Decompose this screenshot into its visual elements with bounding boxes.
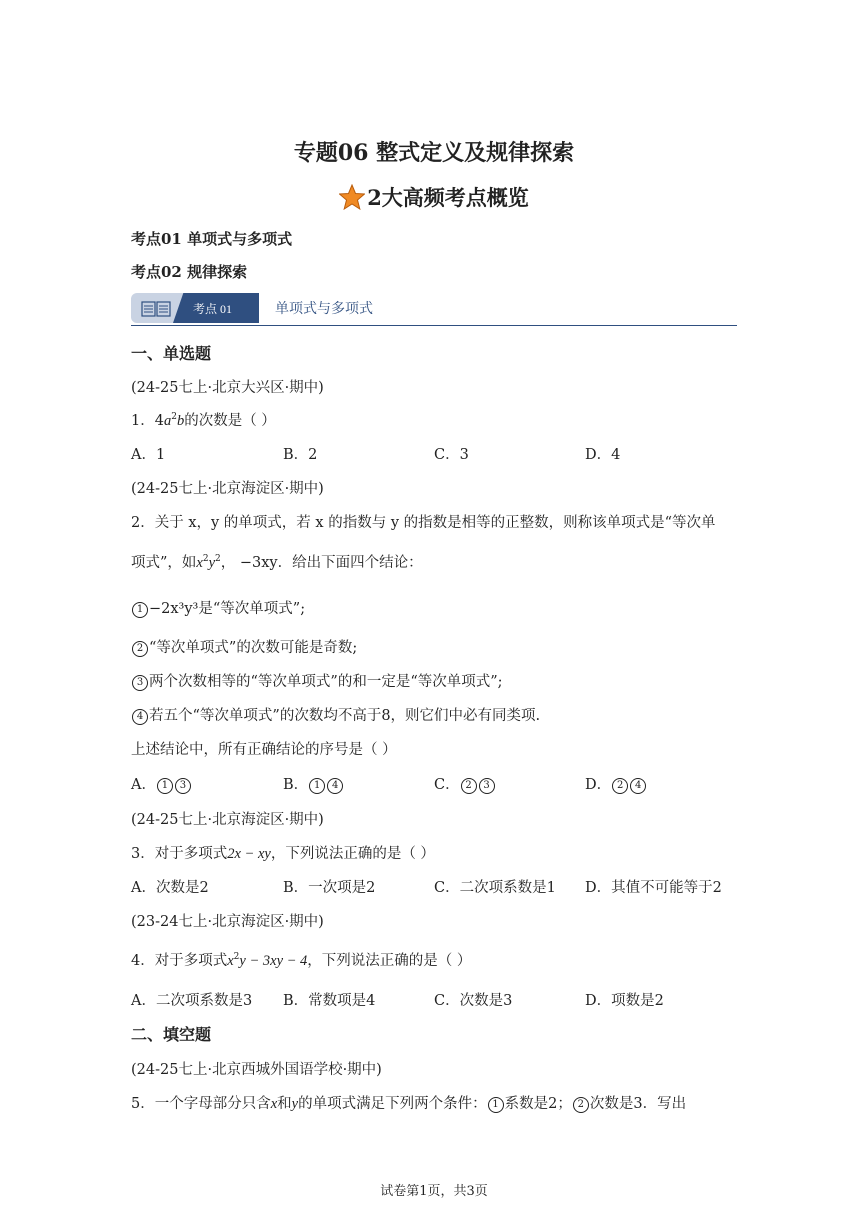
q3-option-a[interactable]: A．次数是2: [131, 880, 209, 896]
kaodian-01: 考点01 单项式与多项式: [131, 230, 293, 248]
q2-option-d[interactable]: D． 2 4: [585, 773, 647, 794]
section-banner: [131, 293, 737, 326]
q4-option-d[interactable]: D．项数是2: [585, 993, 664, 1009]
banner-text: 单项式与多项式: [275, 301, 373, 317]
q2-option-a[interactable]: A． 1 3: [131, 773, 192, 794]
q2-statement-1: 1 −2x³y³是“等次单项式”;: [131, 597, 305, 618]
q1-option-a[interactable]: A．1: [131, 447, 166, 463]
q2-statement-2: 2 “等次单项式”的次数可能是奇数;: [131, 636, 357, 657]
q4-stem: 4．对于多项式$x^2y - 3xy - 4$，下列说法正确的是（ ）: [131, 952, 472, 969]
page-title: 专题06 整式定义及规律探索: [293, 140, 575, 166]
q5-source: (24-25七上·北京西城外国语学校·期中): [131, 1062, 382, 1078]
q4-source: (23-24七上·北京海淀区·期中): [131, 914, 324, 930]
page-footer: 试卷第1页，共3页: [380, 1184, 488, 1199]
section-fill-blank: 二、填空题: [131, 1025, 212, 1044]
star-icon: [339, 184, 365, 210]
q2-ask: 上述结论中，所有正确结论的序号是（ ）: [131, 742, 397, 758]
q2-option-c[interactable]: C． 2 3: [434, 773, 496, 794]
q1-option-c[interactable]: C．3: [434, 447, 469, 463]
kaodian-02: 考点02 规律探索: [131, 263, 248, 281]
q4-option-c[interactable]: C．次数是3: [434, 993, 513, 1009]
q5-stem: 5．一个字母部分只含x和y的单项式满足下列两个条件： 1 系数是2； 2 次数是3．写出: [131, 1096, 687, 1112]
banner-tag: 考点 01: [193, 302, 233, 316]
q4-option-b[interactable]: B．常数项是4: [283, 993, 376, 1009]
q3-option-c[interactable]: C．二次项系数是1: [434, 880, 556, 896]
q1-stem: 1．$4a^2b$的次数是（ ）: [131, 412, 276, 429]
q4-option-a[interactable]: A．二次项系数是3: [131, 993, 253, 1009]
section-single-choice: 一、单选题: [131, 344, 212, 363]
q2-source: (24-25七上·北京海淀区·期中): [131, 481, 324, 497]
q3-option-b[interactable]: B．一次项是2: [283, 880, 376, 896]
q1-option-d[interactable]: D．4: [585, 447, 621, 463]
q1-option-b[interactable]: B．2: [283, 447, 318, 463]
q2-statement-3: 3 两个次数相等的“等次单项式”的和一定是“等次单项式”;: [131, 670, 503, 691]
q2-statement-4: 4 若五个“等次单项式”的次数均不高于8，则它们中必有同类项.: [131, 704, 540, 725]
q1-source: (24-25七上·北京大兴区·期中): [131, 380, 324, 396]
page-subtitle: [0, 182, 868, 212]
banner-divider: [131, 325, 737, 326]
subtitle-text: 2大高频考点概览: [367, 185, 529, 210]
q3-option-d[interactable]: D．其值不可能等于2: [585, 880, 722, 896]
book-icon: [141, 301, 171, 317]
q2-stem-line1: 2．关于 x，y 的单项式，若 x 的指数与 y 的指数是相等的正整数，则称该单项式是“等次单: [131, 515, 716, 531]
q3-source: (24-25七上·北京海淀区·期中): [131, 812, 324, 828]
q3-stem: 3．对于多项式2x − xy，下列说法正确的是（ ）: [131, 846, 435, 862]
q2-option-b[interactable]: B． 1 4: [283, 773, 344, 794]
q2-stem-line2: 项式”，如$x^2y^2$， −3xy．给出下面四个结论：: [131, 554, 423, 571]
